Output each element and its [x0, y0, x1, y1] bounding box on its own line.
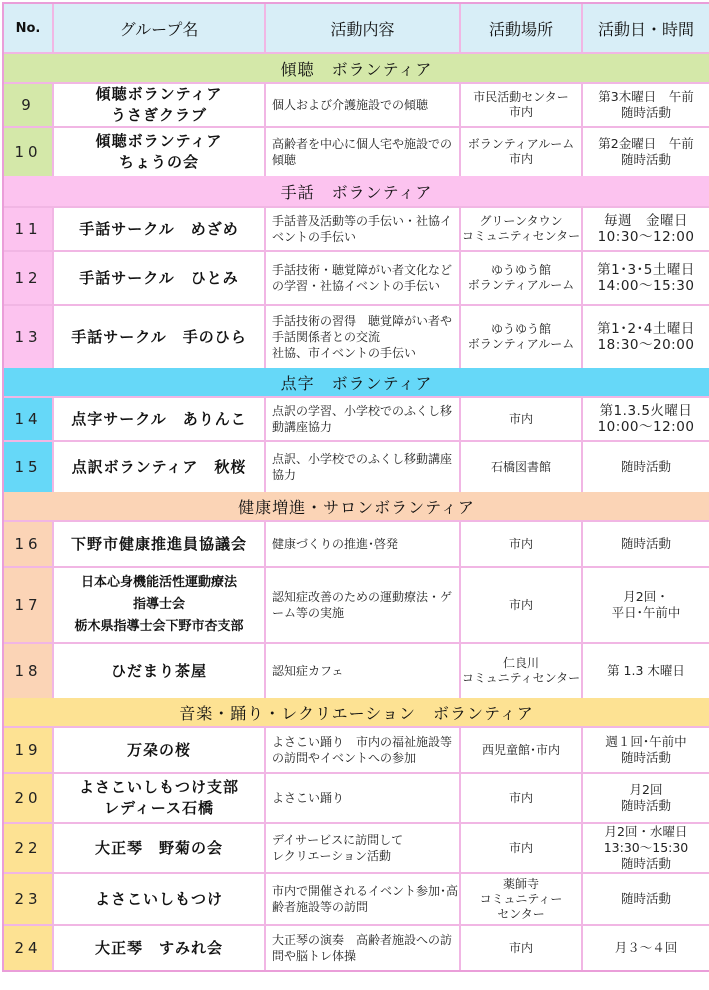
- row-place: 西児童館･市内: [461, 728, 583, 774]
- row-place: ボランティアルーム 市内: [461, 128, 583, 176]
- table-row: [4, 926, 709, 970]
- row-schedule: 随時活動: [583, 874, 709, 926]
- row-schedule: 第2金曜日 午前 随時活動: [598, 136, 694, 167]
- row-no: 14: [4, 398, 54, 442]
- table-header-row: [4, 4, 709, 54]
- table-row: [4, 728, 709, 774]
- row-no: 13: [4, 306, 54, 368]
- row-schedule: 随時活動: [620, 459, 671, 474]
- row-activity: 高齢者を中心に個人宅や施設での傾聴: [266, 128, 461, 176]
- row-activity: 手話普及活動等の手伝い・社協イベントの手伝い: [266, 208, 461, 252]
- row-no: 10: [4, 128, 54, 176]
- row-group: ひだまり茶屋: [54, 644, 266, 698]
- row-activity: 市内で開催されるイベント参加･高齢者施設等の訪問: [266, 874, 461, 926]
- header-place: 活動場所: [461, 4, 583, 54]
- table-row: [4, 398, 709, 442]
- row-group: 手話サークル 手のひら: [54, 306, 266, 368]
- row-no: 17: [4, 568, 54, 644]
- row-no: 24: [4, 926, 54, 970]
- row-schedule: 毎週 金曜日 10:30～12:00: [583, 208, 709, 252]
- row-schedule: 週１回･午前中 随時活動: [583, 728, 709, 774]
- table-row: [4, 128, 709, 176]
- row-group: 点字サークル ありんこ: [54, 398, 266, 442]
- row-activity: 認知症改善のための運動療法・ゲーム等の実施: [266, 568, 461, 644]
- row-activity: 点訳、小学校でのふくし移動講座協力: [266, 442, 461, 492]
- row-no: 22: [4, 824, 54, 874]
- row-group: よさこいしもつけ支部 レディース石橋: [54, 774, 266, 824]
- row-group: 傾聴ボランティア ちょうの会: [54, 128, 266, 176]
- section-title: 点字 ボランティア: [4, 368, 709, 398]
- row-activity: よさこい踊り: [266, 774, 461, 824]
- row-group: 下野市健康推進員協議会: [54, 522, 266, 568]
- row-no: 9: [4, 84, 54, 128]
- table-row: [4, 84, 709, 128]
- table-row: [4, 874, 709, 926]
- row-schedule: 随時活動: [583, 522, 709, 568]
- section-title: 手話 ボランティア: [4, 176, 709, 208]
- section-braille: [4, 368, 709, 492]
- table-row: [4, 252, 709, 306]
- row-no: 19: [4, 728, 54, 774]
- table-row: [4, 824, 709, 874]
- section-listening: [4, 54, 709, 176]
- section-title: 傾聴 ボランティア: [4, 54, 709, 84]
- row-place: 市内: [461, 926, 583, 970]
- row-activity: 大正琴の演奏 高齢者施設への訪問や脳トレ体操: [266, 926, 461, 970]
- table-row: [4, 774, 709, 824]
- row-place: 市民活動センター 市内: [461, 84, 583, 128]
- table-row: [4, 644, 709, 698]
- row-group: 万朶の桜: [54, 728, 266, 774]
- row-activity: 個人および介護施設での傾聴: [266, 84, 461, 128]
- section-title: 音楽・踊り・レクリエーション ボランティア: [4, 698, 709, 728]
- row-place: 仁良川 コミュニティセンター: [461, 644, 583, 698]
- row-no: 11: [4, 208, 54, 252]
- row-schedule: 月2回・水曜日 13:30～15:30 随時活動: [583, 824, 709, 874]
- row-no: 12: [4, 252, 54, 306]
- table-row: [4, 568, 709, 644]
- table-row: [4, 442, 709, 492]
- row-group: 大正琴 野菊の会: [54, 824, 266, 874]
- row-place: 石橋図書館: [461, 442, 583, 492]
- section-music-dance-recreation: [4, 698, 709, 970]
- volunteer-group-table: [2, 2, 709, 972]
- row-activity: 手話技術・聴覚障がい者文化などの学習・社協イベントの手伝い: [266, 252, 461, 306]
- row-schedule: 第1･3･5土曜日 14:00～15:30: [583, 252, 709, 306]
- row-place: 市内: [461, 522, 583, 568]
- row-schedule: 第 1.3 木曜日: [607, 663, 685, 678]
- row-no: 16: [4, 522, 54, 568]
- row-place: 市内: [461, 824, 583, 874]
- row-group: 手話サークル ひとみ: [54, 252, 266, 306]
- header-activity: 活動内容: [266, 4, 461, 54]
- row-activity: 点訳の学習、小学校でのふくし移動講座協力: [266, 398, 461, 442]
- row-group: よさこいしもつけ: [54, 874, 266, 926]
- row-place: グリーンタウン コミュニティセンター: [461, 208, 583, 252]
- row-place: 市内: [461, 398, 583, 442]
- row-group: 日本心身機能活性運動療法 指導士会 栃木県指導士会下野市杏支部: [54, 568, 266, 644]
- row-place: 市内: [461, 774, 583, 824]
- header-group-name: グループ名: [54, 4, 266, 54]
- row-activity: 手話技術の習得 聴覚障がい者や手話関係者との交流 社協、市イベントの手伝い: [266, 306, 461, 368]
- row-activity: 健康づくりの推進･啓発: [266, 522, 461, 568]
- section-health-salon: [4, 492, 709, 698]
- row-place: ゆうゆう館 ボランティアルーム: [461, 252, 583, 306]
- row-activity: よさこい踊り 市内の福祉施設等の訪問やイベントへの参加: [266, 728, 461, 774]
- row-schedule: 第1.3.5火曜日 10:00～12:00: [583, 398, 709, 442]
- row-no: 15: [4, 442, 54, 492]
- header-no: No.: [4, 4, 54, 54]
- table-row: [4, 208, 709, 252]
- table-row: [4, 522, 709, 568]
- row-schedule: 月2回 随時活動: [583, 774, 709, 824]
- header-schedule: 活動日・時間: [583, 4, 709, 54]
- row-group: 傾聴ボランティア うさぎクラブ: [54, 84, 266, 128]
- row-activity: 認知症カフェ: [266, 644, 461, 698]
- row-place: ゆうゆう館 ボランティアルーム: [461, 306, 583, 368]
- section-title: 健康増進・サロンボランティア: [4, 492, 709, 522]
- row-no: 20: [4, 774, 54, 824]
- row-group: 大正琴 すみれ会: [54, 926, 266, 970]
- row-activity: デイサービスに訪問して レクリエーション活動: [266, 824, 461, 874]
- row-no: 18: [4, 644, 54, 698]
- row-group: 点訳ボランティア 秋桜: [54, 442, 266, 492]
- row-group: 手話サークル めざめ: [54, 208, 266, 252]
- row-schedule: 第1･2･4土曜日 18:30～20:00: [597, 321, 695, 353]
- table-row: [4, 306, 709, 368]
- row-schedule: 第3木曜日 午前 随時活動: [583, 84, 709, 128]
- section-sign-language: [4, 176, 709, 368]
- row-place: 薬師寺 コミュニティー センター: [461, 874, 583, 926]
- row-schedule: 月３～４回: [614, 940, 678, 955]
- row-schedule: 月2回・ 平日･午前中: [583, 568, 709, 644]
- row-no: 23: [4, 874, 54, 926]
- row-place: 市内: [461, 568, 583, 644]
